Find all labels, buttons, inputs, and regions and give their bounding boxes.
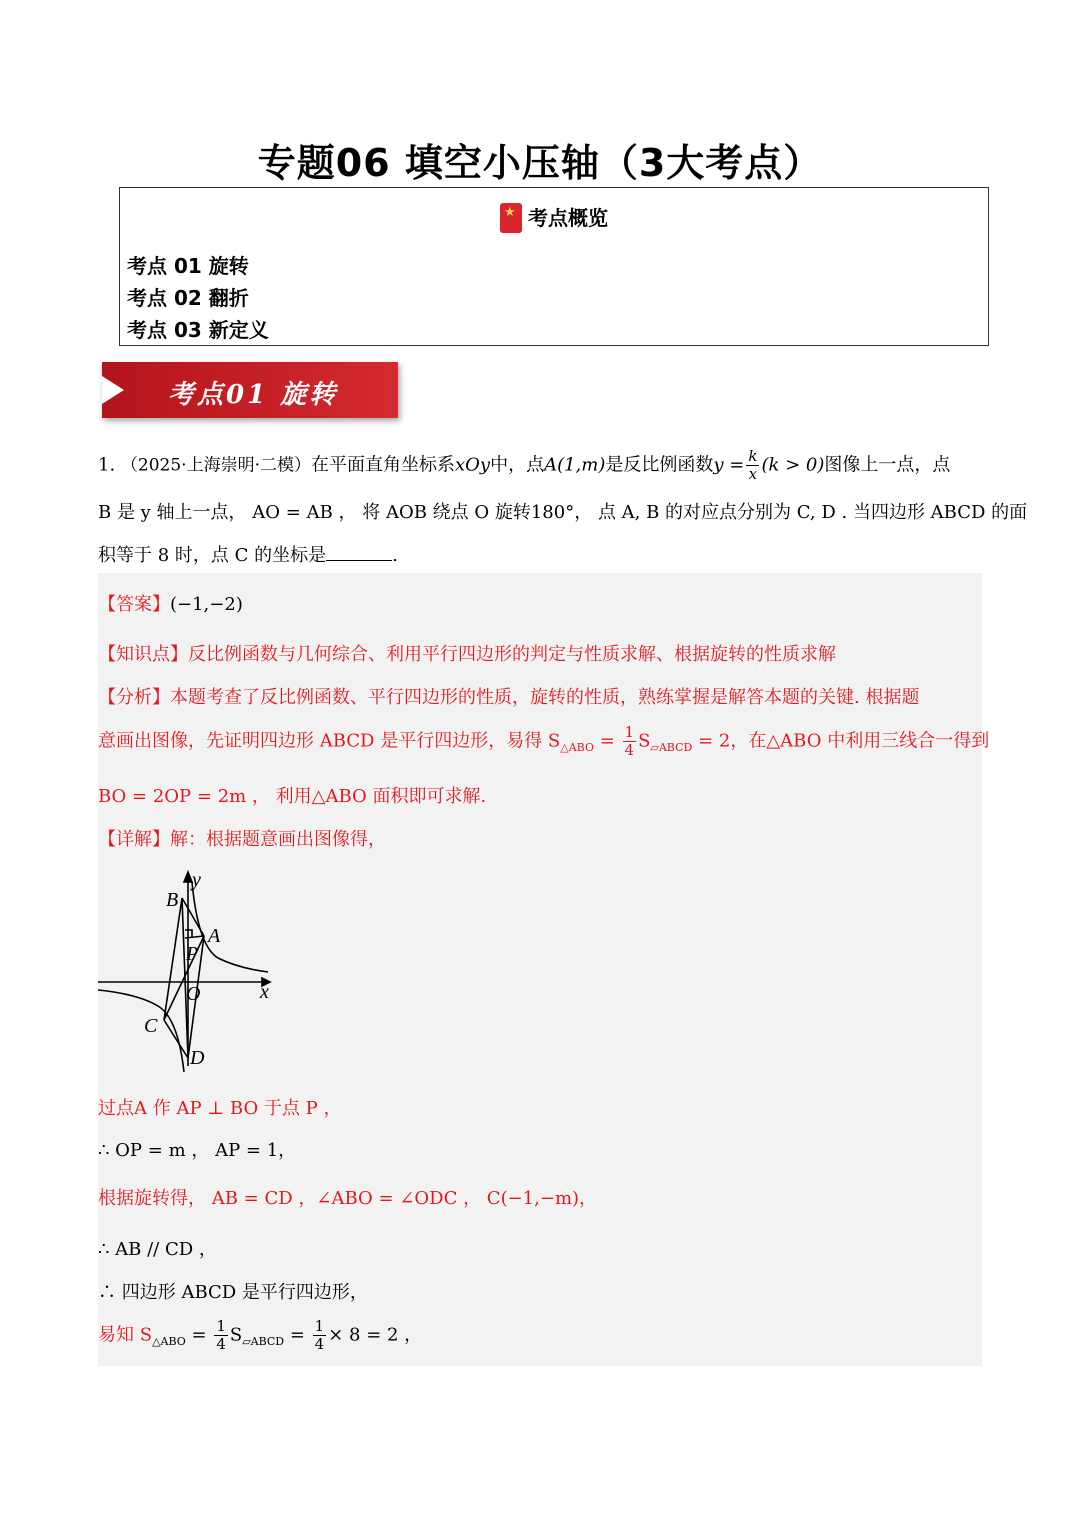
segment-CD: [164, 1020, 188, 1058]
fraction-one-quarter-a: $\frac{1}{4}$: [216, 1317, 226, 1353]
label-C: C: [144, 1015, 158, 1037]
overview-item-folding[interactable]: 考点 02 翻折: [127, 286, 249, 310]
step-3: 根据旋转得， AB = CD ，∠ABO = ∠ODC ， C(−1,−m)，: [98, 1188, 598, 1209]
section-banner-label: 考点01 旋转: [168, 380, 339, 410]
fraction-one-quarter-b: $\frac{1}{4}$: [314, 1317, 325, 1353]
book-icon: [500, 203, 522, 233]
overview-item-rotation[interactable]: 考点 01 旋转: [127, 254, 249, 278]
step-4: ∴ AB // CD ，: [98, 1239, 217, 1260]
step-1: 过点A 作 AP ⊥ BO 于点 P ，: [98, 1098, 342, 1119]
answer-line: 【答案】(−1,−2): [98, 594, 243, 615]
fraction-k-over-x: $\frac{k}{x}$: [748, 447, 758, 483]
step-5: ∴ 四边形 ABCD 是平行四边形，: [98, 1282, 368, 1303]
step-6: 易知 $S_{\triangle ABO}$ = $\frac{1}{4}$ $S_{▱ABCD}$ = $\frac{1}{4}$ × 8 = 2 ，: [98, 1317, 423, 1353]
overview-heading: ★考点概览: [120, 202, 988, 235]
overview-item-new-definition[interactable]: 考点 03 新定义: [127, 318, 269, 342]
label-B: B: [166, 889, 179, 911]
hyperbola-branch-right: [192, 882, 268, 972]
section-banner: [102, 362, 398, 418]
overview-box: [119, 187, 989, 346]
analysis-line-1: 【分析】本题考查了反比例函数、平行四边形的性质，旋转的性质，熟练掌握是解答本题的关键. 根据题: [98, 687, 920, 708]
step-2: ∴ OP = m ， AP = 1，: [98, 1140, 297, 1161]
segment-BD: [182, 898, 188, 1058]
label-D: D: [190, 1047, 205, 1069]
analysis-line-2: 意画出图像，先证明四边形 ABCD 是平行四边形，易得 $S_{\triangle ABO}$ = $\frac{1}{4}$ $S_{▱ABCD} = 2$，在△ABO 中利用三线合一得到: [98, 723, 990, 759]
hyperbola-figure: [98, 866, 288, 1072]
detail-line: 【详解】解：根据题意画出图像得，: [98, 829, 386, 850]
question-line-3: 积等于 8 时，点 C 的坐标是 .: [98, 541, 398, 567]
question-line-2: B 是 y 轴上一点， AO = AB ， 将 AOB 绕点 O 旋转180°， 点 A, B 的对应点分别为 C, D . 当四边形 ABCD 的面: [98, 502, 1028, 523]
document-title: 专题06 填空小压轴（3大考点）: [257, 141, 823, 185]
fraction-one-quarter: $\frac{1}{4}$: [624, 723, 635, 759]
label-y: y: [192, 869, 201, 891]
analysis-line-3: BO = 2OP = 2m ， 利用△ABO 面积即可求解.: [98, 786, 487, 807]
answer-blank: [326, 542, 392, 561]
knowledge-line: 【知识点】反比例函数与几何综合、利用平行四边形的判定与性质求解、根据旋转的性质求解: [98, 644, 836, 665]
y-axis-arrow: [184, 872, 192, 882]
label-P: P: [186, 943, 199, 965]
label-A: A: [208, 925, 221, 947]
question-line-1: 1. （2025·上海崇明·二模）在平面直角坐标系xOy中，点A(1,m)是反比例函数y = $\frac{k}{x}$ (k > 0)图像上一点，点: [98, 447, 951, 483]
label-O: O: [186, 983, 201, 1005]
label-x: x: [260, 981, 269, 1003]
